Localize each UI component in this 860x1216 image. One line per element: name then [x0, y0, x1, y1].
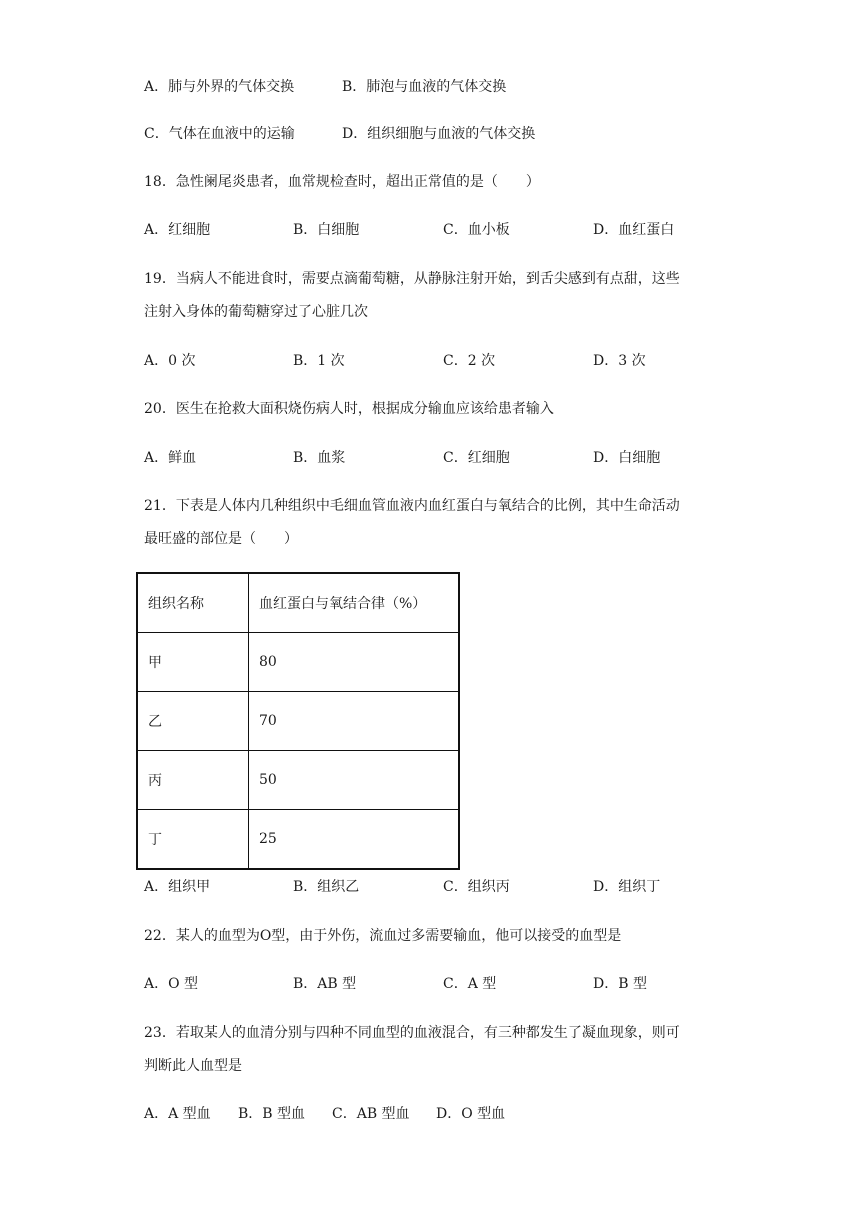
q20-option-d: D．白细胞 [593, 450, 661, 466]
q20-stem: 20．医生在抢救大面积烧伤病人时，根据成分输血应该给患者输入 [144, 401, 554, 417]
q18-option-c: C．血小板 [443, 222, 510, 238]
table-header-cell: 血红蛋白与氧结合律（%） [249, 573, 460, 633]
q17-option-d: D．组织细胞与血液的气体交换 [342, 126, 536, 142]
q18-option-a: A．红细胞 [144, 222, 211, 238]
q19-option-b: B．1 次 [293, 353, 345, 369]
q19-option-d: D．3 次 [593, 353, 646, 369]
q21-stem-line1: 21．下表是人体内几种组织中毛细血管血液内血红蛋白与氧结合的比例，其中生命活动 [144, 498, 680, 514]
q19-option-a: A．0 次 [144, 353, 196, 369]
q20-option-c: C．红细胞 [443, 450, 510, 466]
q22-option-a: A．O 型 [144, 976, 199, 992]
q21-option-c: C．组织丙 [443, 879, 510, 895]
table-cell: 80 [249, 633, 460, 692]
table-row [137, 810, 459, 870]
q19-option-c: C．2 次 [443, 353, 496, 369]
q20-option-b: B．血浆 [293, 450, 346, 466]
table-cell: 乙 [137, 692, 249, 751]
table-row [137, 633, 459, 692]
q18-option-d: D．血红蛋白 [593, 222, 675, 238]
q21-option-a: A．组织甲 [144, 879, 211, 895]
q23-stem-line1: 23．若取某人的血清分别与四种不同血型的血液混合，有三种都发生了凝血现象，则可 [144, 1025, 680, 1041]
q22-option-c: C．A 型 [443, 976, 497, 992]
q23-option-d: D．O 型血 [436, 1106, 506, 1122]
q21-option-d: D．组织丁 [593, 879, 661, 895]
table-row [137, 751, 459, 810]
table-cell: 25 [249, 810, 460, 870]
q23-stem-line2: 判断此人血型是 [144, 1058, 242, 1074]
q23-option-b: B．B 型血 [238, 1106, 306, 1122]
table-cell: 甲 [137, 633, 249, 692]
q18-option-b: B．白细胞 [293, 222, 360, 238]
table-header-row [137, 573, 459, 633]
table-row [137, 692, 459, 751]
q17-option-c: C．气体在血液中的运输 [144, 126, 295, 142]
q22-stem: 22．某人的血型为O型，由于外伤，流血过多需要输血，他可以接受的血型是 [144, 928, 622, 944]
q23-option-a: A．A 型血 [144, 1106, 211, 1122]
q19-stem-line1: 19．当病人不能进食时，需要点滴葡萄糖，从静脉注射开始，到舌尖感到有点甜，这些 [144, 271, 680, 287]
q22-option-b: B．AB 型 [293, 976, 357, 992]
table-cell: 丙 [137, 751, 249, 810]
oxygen-binding-table [136, 572, 460, 870]
q19-stem-line2: 注射入身体的葡萄糖穿过了心脏几次 [144, 304, 368, 320]
table-header-cell: 组织名称 [137, 573, 249, 633]
q18-stem: 18．急性阑尾炎患者，血常规检查时，超出正常值的是（ ） [144, 174, 540, 190]
q23-option-c: C．AB 型血 [332, 1106, 410, 1122]
table-cell: 70 [249, 692, 460, 751]
q21-stem-line2: 最旺盛的部位是（ ） [144, 531, 298, 547]
q17-option-a: A．肺与外界的气体交换 [144, 79, 295, 95]
table-cell: 50 [249, 751, 460, 810]
table-cell: 丁 [137, 810, 249, 870]
q21-option-b: B．组织乙 [293, 879, 360, 895]
q22-option-d: D．B 型 [593, 976, 647, 992]
q17-option-b: B．肺泡与血液的气体交换 [342, 79, 507, 95]
q20-option-a: A．鲜血 [144, 450, 197, 466]
